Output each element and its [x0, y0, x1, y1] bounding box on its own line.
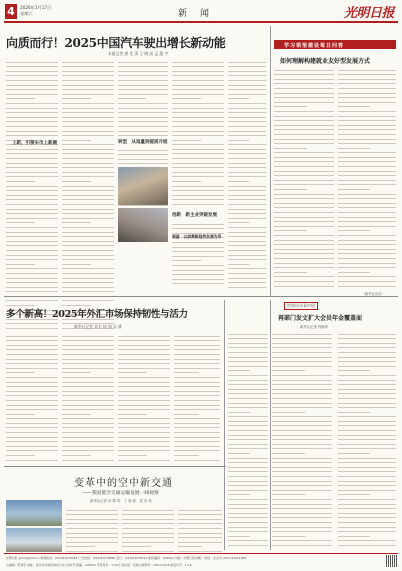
article1-col3 [118, 58, 168, 140]
article1-subhead-1: 上新，引领车市上新潮 [12, 141, 57, 146]
article1-headline: 向质而行！2025中国汽车驶出增长新动能 [6, 36, 226, 50]
divider-vertical-main [270, 26, 271, 296]
air-traffic-photo-2 [6, 528, 62, 552]
article4-byline: 新华社记者 叶 繁 鸣 丁 海 波 武 有 权 [90, 499, 152, 503]
sidebar-column-title: 学习领悟建设每日问答 [284, 42, 345, 49]
article3-headline: 再部门发文扩大会员年金覆盖面 [278, 315, 363, 322]
article1-byline: 本报记者 唐 先 清 王 晓 丽 孟 露 宇 [108, 51, 169, 56]
article2-byline: 新华社记者 刘丰 杨 如 吴 斌 [74, 324, 122, 329]
article3-col2 [338, 330, 396, 550]
sidebar-col1 [274, 66, 334, 291]
article1-subhead-4: 展望 以消费新趋势发展为导 [172, 234, 222, 239]
page-number: 4 [5, 4, 17, 19]
article3-kicker: 世界风采看中国 [284, 302, 318, 310]
article4-headline: 变革中的空中新交通 [74, 478, 173, 489]
text-line [66, 547, 118, 552]
text-line [272, 541, 332, 546]
article1-col5 [228, 58, 266, 288]
article1-subhead-2: 转型 从追量到提质升级 [118, 140, 168, 145]
sidebar-credit: （新华社北京） [362, 292, 385, 296]
text-line [172, 280, 224, 285]
text-line [118, 132, 168, 137]
footer-info-line-1: 光明日报 gmw@gmw.cn 新闻热线：(010)67078484 广告热线：(010)67078890 发行：(010)67078411 邮政编码：100062 印刷：光明日报印刷厂 地址：北京市 (010) 63021388 [6, 556, 247, 560]
car-photo-2 [118, 208, 168, 242]
article2-col4 [174, 332, 220, 462]
article4-col2 [122, 506, 174, 552]
article1-col2 [62, 58, 114, 333]
text-line [274, 282, 334, 287]
car-photo-1 [118, 167, 168, 205]
text-line [338, 282, 396, 287]
issue-date: 2026年1月17日 [20, 5, 52, 10]
text-line [338, 541, 396, 546]
text-line [6, 456, 58, 461]
article1-subhead-3: 创新 新主业突破发展 [172, 213, 217, 218]
footer-info-line-2: 总编辑：陈建宇 地址：北京市东城区珠市口东大街5号 邮编：100062 零售每份：1.50元 国内统一连续出版物号：CN11-0026 邮发代号：1-16 [6, 563, 192, 567]
text-line [6, 324, 58, 329]
text-line [118, 456, 170, 461]
section-title: 新 闻 [178, 9, 212, 19]
footer-rule [4, 553, 398, 554]
divider-horizontal-1 [4, 296, 398, 297]
masthead-rule [4, 21, 398, 23]
article3-col1 [272, 330, 332, 550]
text-line [172, 200, 224, 205]
text-line [178, 547, 222, 552]
article1-col4 [172, 58, 224, 208]
sidebar-col2 [338, 66, 396, 291]
article3-byline: 新华社记者 钟继军 [300, 325, 329, 329]
newspaper-logo: 光明日报 [344, 6, 395, 21]
article3-col0 [228, 330, 268, 550]
air-traffic-photo-1 [6, 500, 62, 526]
article1-col1 [6, 58, 58, 333]
divider-vertical-mid [224, 300, 225, 550]
sidebar-headline: 如何理解构建就业友好型发展方式 [280, 58, 371, 65]
text-line [62, 456, 114, 461]
article1-col4b [172, 220, 224, 288]
divider-vertical-right [270, 300, 271, 550]
article2-col1 [6, 332, 58, 462]
article4-subtitle: ——我国低空交通运输发展一线观察 [82, 491, 159, 496]
issue-weekday: 星期六 [20, 11, 33, 16]
article2-col2 [62, 332, 114, 462]
divider-horizontal-2 [4, 466, 226, 467]
article4-col1 [66, 506, 118, 552]
text-line [228, 541, 268, 546]
text-line [122, 547, 174, 552]
text-line [174, 456, 220, 461]
article2-col3 [118, 332, 170, 462]
footer-qr-code [386, 555, 398, 567]
article4-col3 [178, 506, 222, 552]
text-line [228, 283, 266, 288]
article2-headline: 多个新高！2025年外汇市场保持韧性与活力 [6, 309, 188, 320]
